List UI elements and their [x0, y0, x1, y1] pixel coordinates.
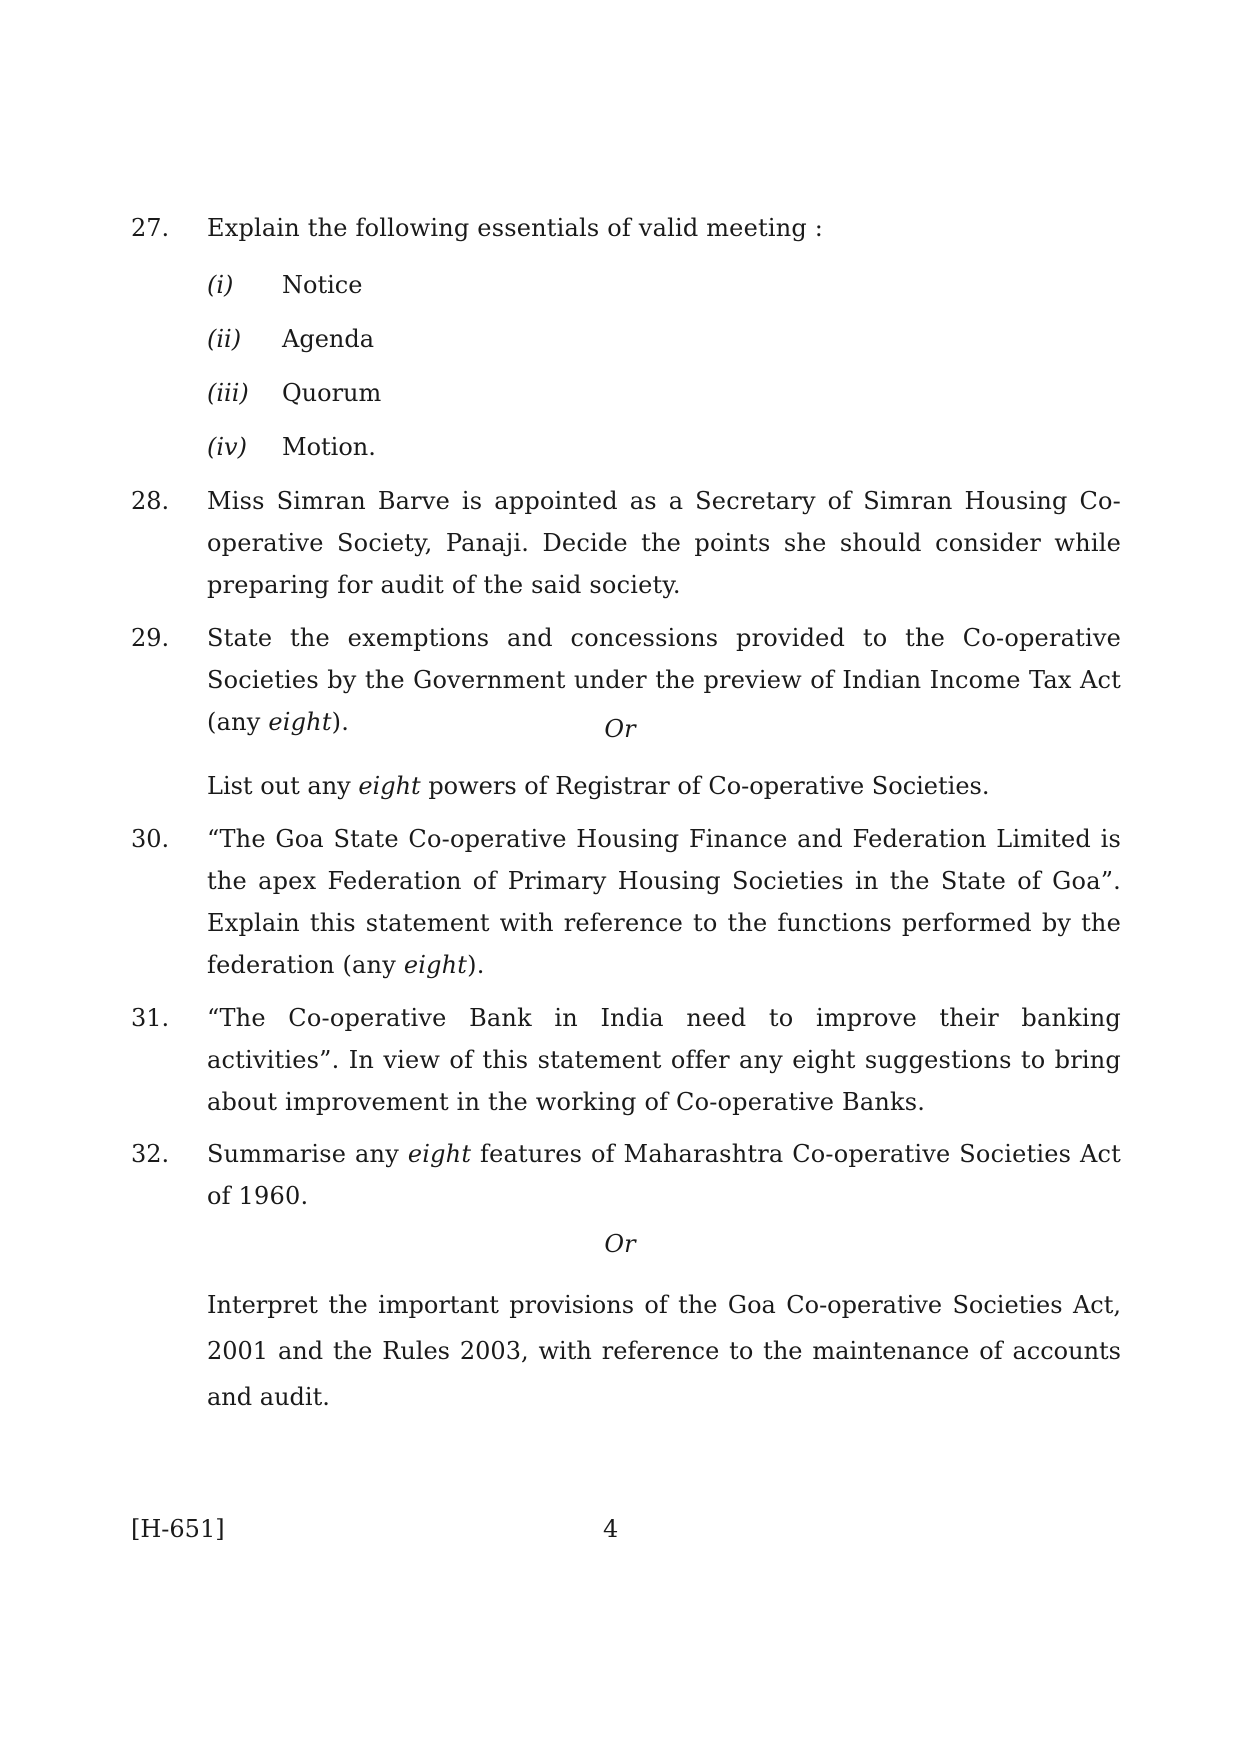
alt-text-part: powers of Registrar of Co-operative Societies. [420, 772, 990, 800]
sub-item-text: Notice [282, 271, 363, 299]
question-29-alternative [207, 765, 1121, 807]
question-text-part: Summarise any [207, 1140, 408, 1168]
question-28 [131, 480, 1121, 606]
question-text-part: “The Goa State Co-operative Housing Finance and Federation Limited is the apex Federation of Primary Housing Societies in the State of Goa”. Explain this statement with reference to the functions performed by the federation (any [207, 825, 1121, 979]
roman-numeral: (iv) [207, 433, 247, 461]
question-32-alternative: Interpret the important provisions of the Goa Co-operative Societies Act, 2001 and the Rules 2003, with reference to the maintenance of accounts and audit. [207, 1291, 1121, 1411]
or-separator: Or [604, 715, 636, 743]
question-32 [131, 1133, 1121, 1217]
question-text-part: ). [331, 708, 350, 736]
question-text-part: features of Maharashtra Co-operative Societies Act of 1960. [207, 1140, 1121, 1210]
paper-code: [H-651] [131, 1515, 225, 1543]
emphasis-text: eight [358, 772, 421, 800]
question-text-part: ). [467, 951, 485, 979]
question-text: “The Co-operative Bank in India need to improve their banking activities”. In view of this statement offer any eight suggestions to bring about improvement in the working of Co-operative Banks. [207, 1004, 1121, 1116]
page-number: 4 [603, 1515, 619, 1543]
emphasis-text: eight [268, 708, 332, 736]
sub-item-text: Motion. [282, 433, 376, 461]
emphasis-text: eight [403, 951, 468, 979]
question-27 [131, 207, 1121, 249]
question-text: Explain the following essentials of valid meeting : [207, 214, 824, 242]
question-text [207, 818, 1121, 986]
question-30 [131, 818, 1121, 986]
question-number: 32. [131, 1140, 170, 1168]
or-separator: Or [604, 1230, 636, 1258]
question-text: Miss Simran Barve is appointed as a Secretary of Simran Housing Co-operative Society, Panaji. Decide the points she should consider while preparing for audit of the said society. [207, 487, 1121, 599]
roman-numeral: (ii) [207, 325, 242, 353]
roman-numeral: (i) [207, 271, 234, 299]
question-31 [131, 997, 1121, 1123]
question-text-part: State the exemptions and concessions provided to the Co-operative Societies by the Government under the preview of Indian Income Tax Act (any [207, 624, 1121, 736]
sub-item-text: Quorum [282, 379, 382, 407]
sub-item-text: Agenda [282, 325, 375, 353]
question-number: 28. [131, 487, 170, 515]
question-text [207, 1133, 1121, 1217]
question-number: 27. [131, 214, 170, 242]
question-number: 30. [131, 825, 170, 853]
roman-numeral: (iii) [207, 379, 249, 407]
question-number: 29. [131, 624, 170, 652]
alt-text-part: List out any [207, 772, 359, 800]
question-number: 31. [131, 1004, 170, 1032]
emphasis-text: eight [407, 1140, 472, 1168]
